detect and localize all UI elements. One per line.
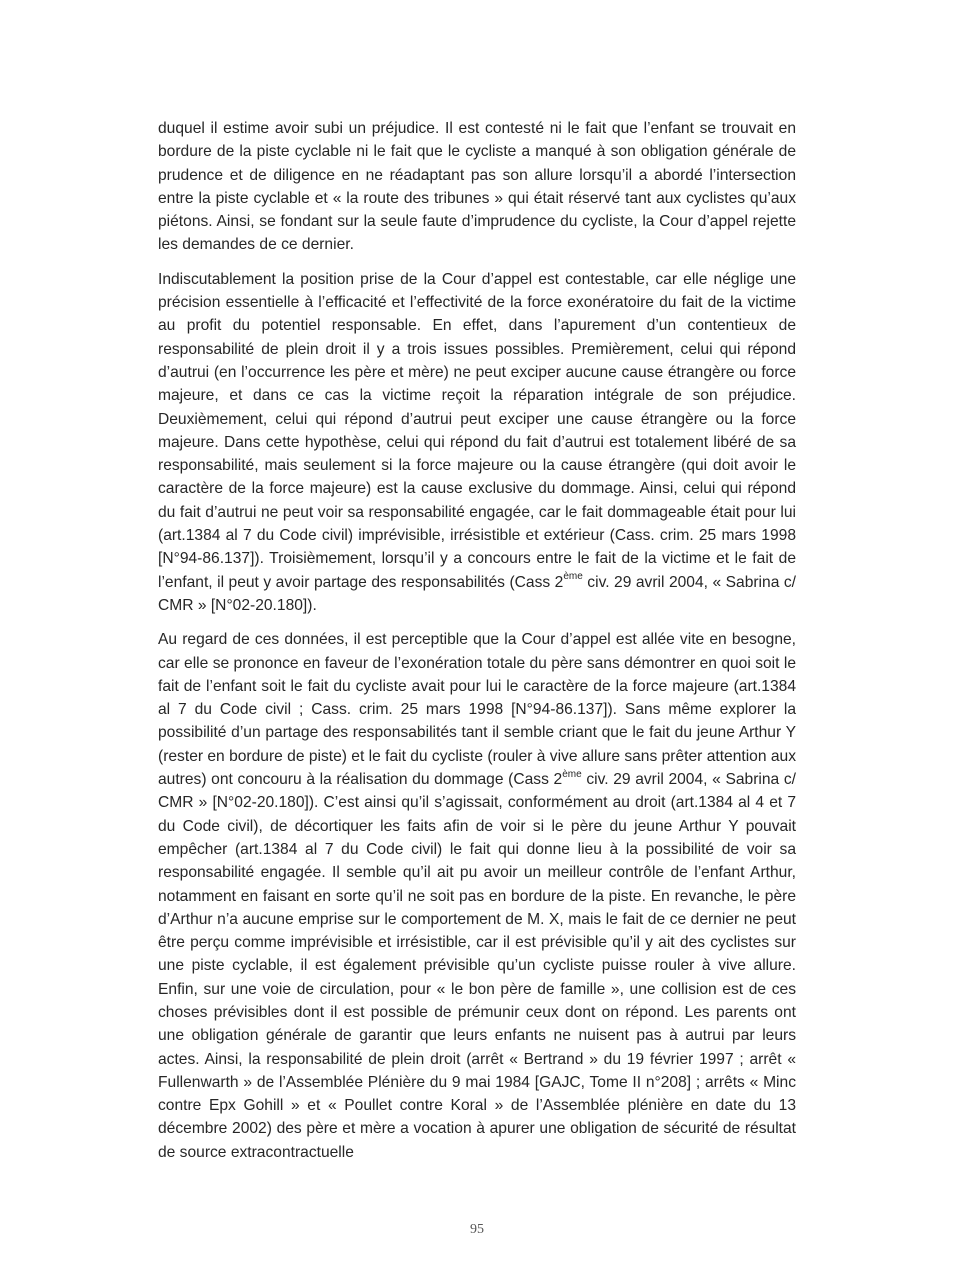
superscript-eme: ème bbox=[562, 768, 582, 780]
paragraph-1-text: duquel il estime avoir subi un préjudice. Il est contesté ni le fait que l’enfant se trouvait en bordure de la piste cyclable ni le fait que le cycliste a manqué à son obligation générale de prudence et de diligence en ne réadaptant pas son allure lorsqu’il a abordé l’intersection entre la piste cyclable et « la route des tribunes » qui était réservé tant aux cyclistes qu’aux piétons. Ainsi, se fondant sur la seule faute d’imprudence du cycliste, la Cour d’appel rejette les demandes de ce dernier. bbox=[158, 120, 796, 254]
superscript-eme: ème bbox=[563, 571, 583, 583]
body-text bbox=[158, 117, 796, 1175]
page-number: 95 bbox=[470, 1222, 484, 1237]
paragraph-2-text: Indiscutablement la position prise de la Cour d’appel est contestable, car elle néglige une précision essentielle à l’efficacité et l’effectivité de la force exonératoire du fait de la victime au profit du potentiel responsable. En effet, dans l’apurement d’un contentieux de responsabilité de plein droit il y a trois issues possibles. Premièrement, celui qui répond d’autrui (en l’occurrence les père et mère) ne peut exciper aucune cause étrangère ou force majeure, et dans ce cas la victime reçoit la réparation intégrale de son préjudice. Deuxièmement, celui qui répond d’autrui peut exciper une cause étrangère ou la force majeure. Dans cette hypothèse, celui qui répond du fait d’autrui est totalement libéré de sa responsabilité, mais seulement si la force majeure ou la cause étrangère (qui doit avoir le caractère de la force majeure) est la cause exclusive du dommage. Ainsi, celui qui répond du fait d’autrui ne peut voir sa responsabilité engagée, car le fait dommageable était pour lui (art.1384 al 7 du Code civil) imprévisible, irrésistible et extérieur (Cass. crim. 25 mars 1998 [N°94-86.137]). Troisièmement, lorsqu’il y a concours entre le fait de la victime et le fait de l’enfant, il peut y avoir partage des responsabilités (Cass 2 bbox=[158, 270, 796, 591]
paragraph-3-text-cont: civ. 29 avril 2004, « Sabrina c/ CMR » [N°02-20.180]). C’est ainsi qu’il s’agissait, conformément au droit (art.1384 al 4 et 7 du Code civil), de décortiquer les faits afin de voir si le père du jeune Arthur Y pouvait empêcher (art.1384 al 7 du Code civil) le fait qui donne lieu à la possibilité de voir sa responsabilité engagée. Il semble qu’il ait pu avoir un meilleur contrôle de l’enfant Arthur, notamment en faisant en sorte qu’il ne soit pas en bordure de la piste. En revanche, le père d’Arthur n’a aucune emprise sur le comportement de M. X, mais le fait de ce dernier ne peut être perçu comme imprévisible et irrésistible, car il est prévisible qu’il y ait des cyclistes sur une piste cyclable, il est également prévisible qu’un cycliste puisse rouler à vive allure. Enfin, sur une voie de circulation, pour « le bon père de famille », une collision est de ces choses prévisibles dont il est possible de prémunir ceux dont on répond. Les parents ont une obligation générale de garantir que leurs enfants ne nuisent pas à autrui par leurs actes. Ainsi, la responsabilité de plein droit (arrêt « Bertrand » du 19 février 1997 ; arrêt « Fullenwarth » de l’Assemblée Plénière du 9 mai 1984 [GAJC, Tome II n°208] ; arrêts « Minc contre Epx Gohill » et « Poullet contre Koral » de l’Assemblée plénière en date du 13 décembre 2002) des père et mère a vocation à apurer une obligation de sécurité de résultat de source extracontractuelle bbox=[158, 771, 796, 1161]
paragraph-3 bbox=[158, 628, 796, 1164]
paragraph-2-text-cont: civ. 29 avril 2004, « Sabrina c/ CMR » [N°02-20.180]). bbox=[158, 573, 796, 614]
paragraph-1 bbox=[158, 117, 796, 257]
paragraph-3-text: Au regard de ces données, il est perceptible que la Cour d’appel est allée vite en besogne, car elle se prononce en faveur de l’exonération totale du père sans démontrer en quoi soit le fait de l’enfant soit le fait du cycliste avait pour lui le caractère de la force majeure (art.1384 al 7 du Code civil ; Cass. crim. 25 mars 1998 [N°94-86.137]). Sans même explorer la possibilité d’un partage des responsabilités tant il semble criant que le fait du jeune Arthur Y (rester en bordure de piste) et le fait du cycliste (rouler à vive allure sans prêter attention aux autres) ont concouru à la réalisation du dommage (Cass 2 bbox=[158, 631, 796, 789]
paragraph-2 bbox=[158, 268, 796, 617]
